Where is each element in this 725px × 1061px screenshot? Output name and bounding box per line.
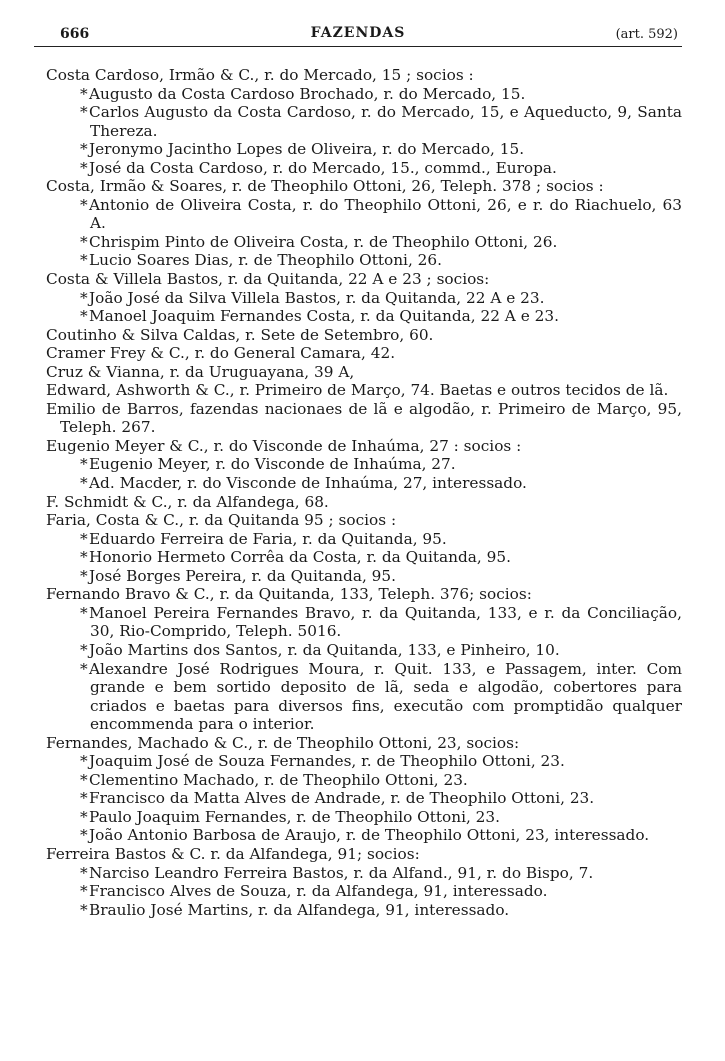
partner-asterisk: * (80, 251, 88, 270)
partner-text: Chrispim Pinto de Oliveira Costa, r. de Theophilo Ottoni, 26. (89, 232, 558, 251)
directory-listing (46, 66, 682, 919)
partner-asterisk: * (80, 84, 88, 103)
partner-asterisk: * (80, 307, 88, 326)
partner-entry (46, 289, 682, 308)
partner-entry (46, 196, 682, 233)
partner-asterisk: * (80, 288, 88, 307)
partner-entry (46, 752, 682, 771)
firm-entry (46, 270, 682, 289)
partner-entry (46, 548, 682, 567)
page-title: FAZENDAS (310, 25, 406, 41)
partner-asterisk: * (80, 158, 88, 177)
partner-asterisk: * (80, 103, 88, 122)
partner-entry (46, 882, 682, 901)
partner-asterisk: * (80, 789, 88, 808)
partner-asterisk: * (80, 140, 88, 159)
partner-asterisk: * (80, 900, 88, 919)
firm-entry (46, 585, 682, 604)
firm-text: Coutinho & Silva Caldas, r. Sete de Setembro, 60. (46, 325, 434, 344)
partner-text: Paulo Joaquim Fernandes, r. de Theophilo Ottoni, 23. (89, 807, 501, 826)
partner-entry (46, 641, 682, 660)
partner-text: Lucio Soares Dias, r. de Theophilo Ottoni, 26. (89, 251, 443, 270)
article-reference: (art. 592) (615, 27, 678, 42)
partner-entry (46, 604, 682, 641)
firm-text: Eugenio Meyer & C., r. do Visconde de Inhaúma, 27 : socios : (46, 436, 522, 455)
partner-text: Eugenio Meyer, r. do Visconde de Inhaúma, 27. (89, 455, 456, 474)
partner-text: José Borges Pereira, r. da Quitanda, 95. (89, 566, 396, 585)
partner-asterisk: * (80, 529, 88, 548)
partner-entry (46, 660, 682, 734)
firm-entry (46, 326, 682, 345)
partner-asterisk: * (80, 807, 88, 826)
partner-text: João Antonio Barbosa de Araujo, r. de Theophilo Ottoni, 23, interessado. (89, 826, 650, 845)
partner-text: Manoel Joaquim Fernandes Costa, r. da Quitanda, 22 A e 23. (89, 307, 559, 326)
partner-entry (46, 567, 682, 586)
partner-text: Alexandre José Rodrigues Moura, r. Quit. 133, e Passagem, inter. Com grande e bem sortido deposito de lã, seda e algodão, cobertores para criados e baetas para diversos fins, executão com promptidão qualquer encommenda para o interior. (89, 659, 682, 734)
running-header (34, 24, 682, 47)
partner-text: Carlos Augusto da Costa Cardoso, r. do Mercado, 15, e Aqueducto, 9, Santa Thereza. (89, 103, 682, 140)
partner-text: Honorio Hermeto Corrêa da Costa, r. da Quitanda, 95. (89, 548, 511, 567)
partner-entry (46, 474, 682, 493)
partner-asterisk: * (80, 770, 88, 789)
partner-entry (46, 307, 682, 326)
partner-text: Clementino Machado, r. de Theophilo Ottoni, 23. (89, 770, 468, 789)
partner-entry (46, 140, 682, 159)
firm-text: Fernandes, Machado & C., r. de Theophilo Ottoni, 23, socios: (46, 733, 520, 752)
firm-entry (46, 381, 682, 400)
partner-text: Joaquim José de Souza Fernandes, r. de Theophilo Ottoni, 23. (89, 752, 565, 771)
partner-text: José da Costa Cardoso, r. do Mercado, 15., commd., Europa. (89, 158, 557, 177)
firm-text: Cruz & Vianna, r. da Uruguayana, 39 A, (46, 362, 355, 381)
partner-entry (46, 530, 682, 549)
partner-entry (46, 771, 682, 790)
partner-text: Antonio de Oliveira Costa, r. do Theophilo Ottoni, 26, e r. do Riachuelo, 63 A. (89, 195, 682, 233)
partner-text: Narciso Leandro Ferreira Bastos, r. da Alfand., 91, r. do Bispo, 7. (89, 863, 594, 882)
partner-asterisk: * (80, 232, 88, 251)
firm-entry (46, 66, 682, 85)
partner-entry (46, 85, 682, 104)
firm-text: Costa & Villela Bastos, r. da Quitanda, 22 A e 23 ; socios: (46, 270, 490, 289)
partner-entry (46, 103, 682, 140)
partner-asterisk: * (80, 882, 88, 901)
firm-entry (46, 363, 682, 382)
firm-entry (46, 437, 682, 456)
partner-asterisk: * (80, 195, 88, 214)
partner-entry (46, 826, 682, 845)
firm-text: Edward, Ashworth & C., r. Primeiro de Março, 74. Baetas e outros tecidos de lã. (46, 381, 669, 400)
firm-entry (46, 511, 682, 530)
partner-asterisk: * (80, 474, 88, 493)
partner-entry (46, 901, 682, 920)
partner-text: Braulio José Martins, r. da Alfandega, 91, interessado. (89, 900, 510, 919)
firm-entry (46, 845, 682, 864)
partner-entry (46, 159, 682, 178)
partner-asterisk: * (80, 566, 88, 585)
partner-entry (46, 233, 682, 252)
firm-text: Costa Cardoso, Irmão & C., r. do Mercado, 15 ; socios : (46, 66, 474, 84)
page-number: 666 (60, 26, 90, 42)
partner-text: Francisco Alves de Souza, r. da Alfandega, 91, interessado. (89, 882, 548, 901)
partner-entry (46, 808, 682, 827)
firm-text: Cramer Frey & C., r. do General Camara, 42. (46, 344, 396, 363)
firm-text: Ferreira Bastos & C. r. da Alfandega, 91; socios: (46, 844, 420, 863)
partner-asterisk: * (80, 640, 88, 659)
firm-entry (46, 493, 682, 512)
firm-entry (46, 734, 682, 753)
partner-asterisk: * (80, 548, 88, 567)
partner-asterisk: * (80, 826, 88, 845)
partner-entry (46, 789, 682, 808)
partner-text: Jeronymo Jacintho Lopes de Oliveira, r. do Mercado, 15. (89, 140, 525, 159)
partner-text: Francisco da Matta Alves de Andrade, r. de Theophilo Ottoni, 23. (89, 789, 595, 808)
partner-asterisk: * (80, 863, 88, 882)
firm-text: Fernando Bravo & C., r. da Quitanda, 133, Teleph. 376; socios: (46, 585, 532, 604)
partner-text: Manoel Pereira Fernandes Bravo, r. da Quitanda, 133, e r. da Conciliação, 30, Rio-Comprido, Teleph. 5016. (89, 603, 682, 641)
partner-text: Augusto da Costa Cardoso Brochado, r. do Mercado, 15. (89, 84, 526, 103)
partner-asterisk: * (80, 455, 88, 474)
partner-asterisk: * (80, 752, 88, 771)
partner-text: João José da Silva Villela Bastos, r. da Quitanda, 22 A e 23. (89, 288, 545, 307)
firm-text: F. Schmidt & C., r. da Alfandega, 68. (46, 492, 329, 511)
partner-text: Eduardo Ferreira de Faria, r. da Quitanda, 95. (89, 529, 447, 548)
firm-text: Faria, Costa & C., r. da Quitanda 95 ; socios : (46, 511, 397, 530)
partner-asterisk: * (80, 659, 88, 678)
firm-entry (46, 400, 682, 437)
partner-asterisk: * (80, 603, 88, 622)
partner-text: Ad. Macder, r. do Visconde de Inhaúma, 27, interessado. (89, 474, 527, 493)
firm-entry (46, 177, 682, 196)
partner-entry (46, 251, 682, 270)
firm-entry (46, 344, 682, 363)
partner-entry (46, 864, 682, 883)
partner-text: João Martins dos Santos, r. da Quitanda, 133, e Pinheiro, 10. (89, 640, 560, 659)
partner-entry (46, 455, 682, 474)
firm-text: Emilio de Barros, fazendas nacionaes de lã e algodão, r. Primeiro de Março, 95, Teleph. 267. (46, 399, 682, 437)
firm-text: Costa, Irmão & Soares, r. de Theophilo Ottoni, 26, Teleph. 378 ; socios : (46, 177, 604, 196)
